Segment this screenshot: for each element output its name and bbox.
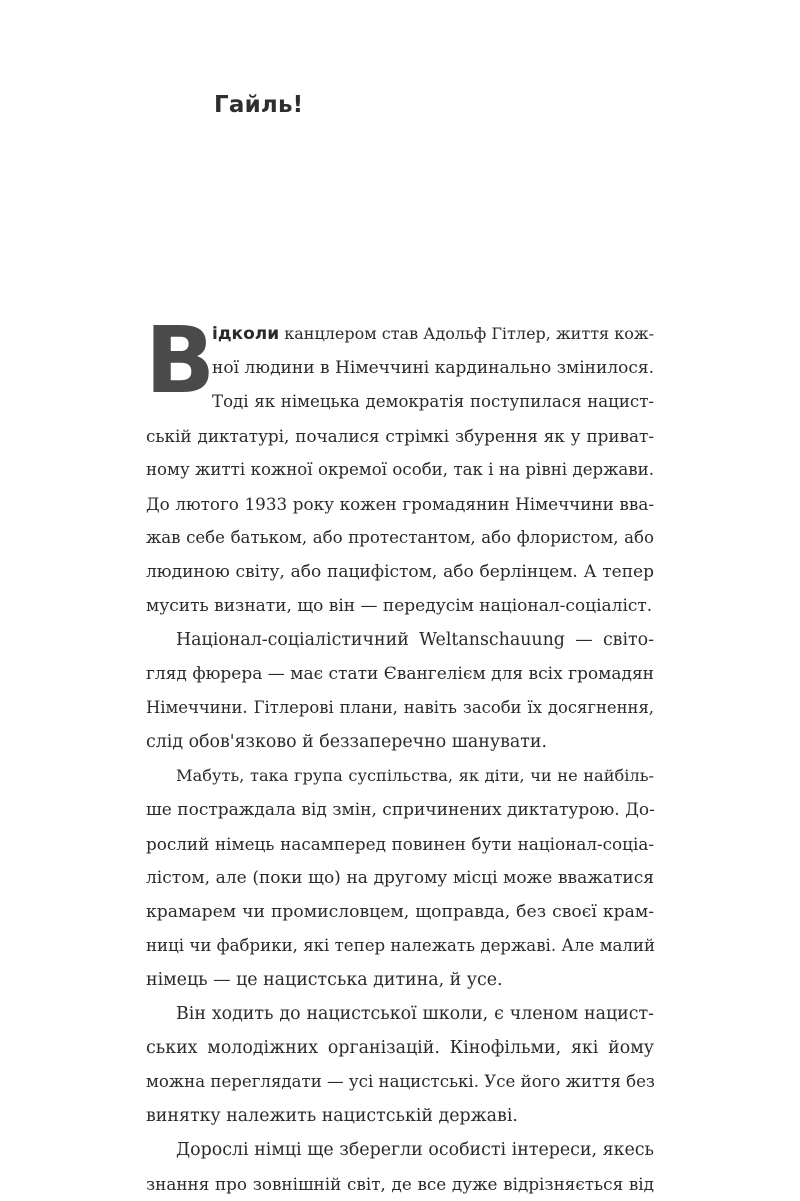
text-line: людиною світу, або пацифістом, або берлінцем. А тепер	[146, 562, 654, 582]
text-line: ниці чи фабрики, які тепер належать державі. Але малий	[146, 936, 656, 955]
text-line: Тоді як німецька демократія поступилася нацист-	[212, 392, 654, 411]
text-line: ної людини в Німеччині кардинально змінилося.	[212, 358, 654, 378]
text-line: лістом, але (поки що) на другому місці може вважатися	[146, 868, 654, 888]
text-line: гляд фюрера — має стати Євангелієм для всіх громадян	[146, 664, 654, 684]
lead-word: ідколи	[212, 324, 280, 344]
text-line: ідколи канцлером став Адольф Гітлер, життя кож-	[212, 324, 654, 344]
chapter-title: Гайль!	[214, 92, 304, 118]
text-line: знання про зовнішній світ, де все дуже відрізняється від	[146, 1174, 654, 1194]
text-line: жав себе батьком, або протестантом, або флористом, або	[146, 528, 654, 547]
text-line: ному житті кожної окремої особи, так і на рівні держави.	[146, 460, 654, 479]
text-line: До лютого 1933 року кожен громадянин Німеччини вва-	[146, 494, 654, 514]
text-line: винятку належить нацистській державі.	[146, 1106, 518, 1126]
text-line: Він ходить до нацистської школи, є членом нацист-	[176, 1004, 654, 1024]
text-line: ських молодіжних організацій. Кінофільми, які йому	[146, 1038, 654, 1058]
text-line: Дорослі німці ще зберегли особисті інтереси, якесь	[176, 1140, 654, 1160]
text-line: Націонал-соціалістичний Weltanschauung — світо-	[176, 630, 654, 650]
text-line: можна переглядати — усі нацистські. Усе його життя без	[146, 1072, 655, 1091]
drop-cap: В	[145, 307, 216, 414]
body-text	[145, 307, 656, 1201]
text-line: німець — це нацистська дитина, й усе.	[146, 970, 503, 990]
text-line: ській диктатурі, почалися стрімкі збурення як у приват-	[146, 426, 654, 446]
text-line: Мабуть, така група суспільства, як діти, чи не найбіль-	[176, 766, 654, 785]
text-line: рослий німець насамперед повинен бути націонал-соціа-	[146, 834, 654, 854]
text-line: слід обов'язково й беззаперечно шанувати.	[146, 732, 548, 752]
text-line: крамарем чи промисловцем, щоправда, без своєї крам-	[146, 902, 654, 922]
text-line: мусить визнати, що він — передусім націонал-соціаліст.	[146, 596, 653, 616]
text-line: ше постраждала від змін, спричинених диктатурою. До-	[146, 800, 655, 820]
text-line: Німеччини. Гітлерові плани, навіть засоби їх досягнення,	[146, 698, 654, 717]
